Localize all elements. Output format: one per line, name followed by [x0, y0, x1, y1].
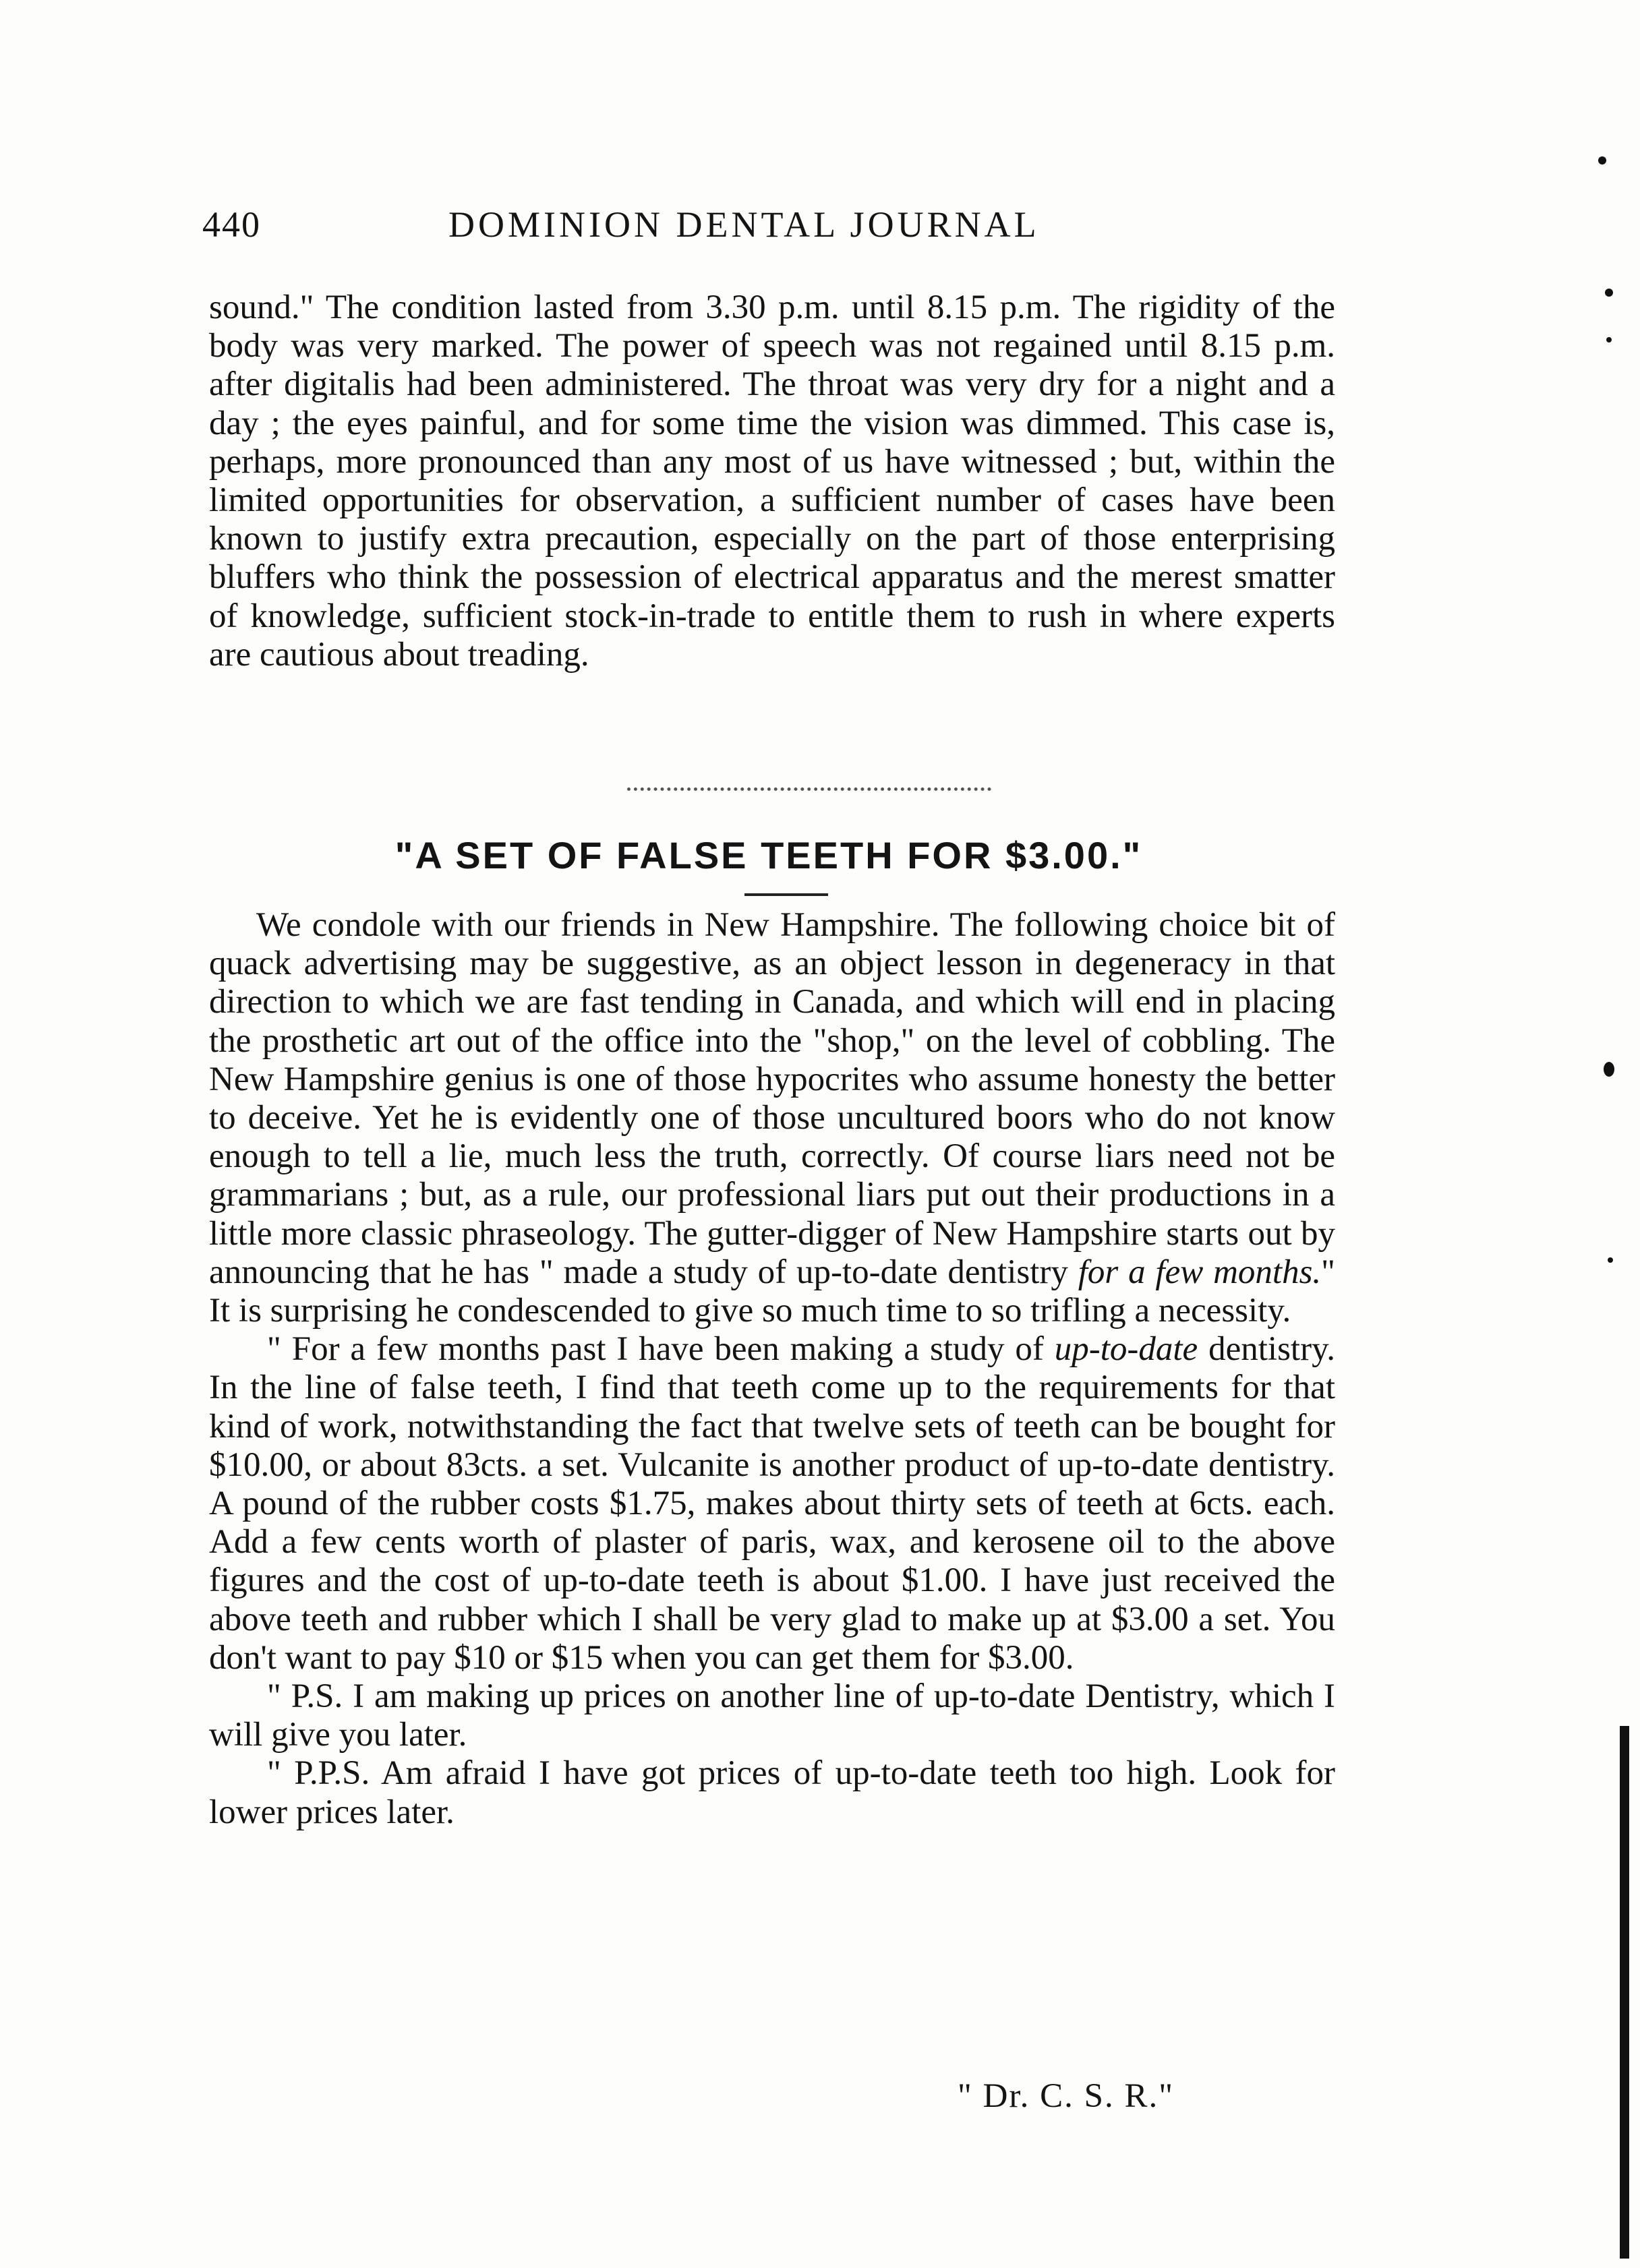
- intro-text-start: We condole with our friends in New Hampshire. The following choice bit of quack advertising may be suggestive, as an object lesson in degeneracy in that direction to which we are fast tending in Canada, and which will end in placing the prosthetic art out of the office into the "shop," on the level of cobbling. The New Hampshire genius is one of those hypocrites who assume honesty the better to deceive. Yet he is evidently one of those uncultured boors who do not know enough to tell a lie, much less the truth, correctly. Of course liars need not be grammarians ; but, as a rule, our professional liars put out their productions in a little more classic phraseology. The gutter-digger of New Hampshire starts out by announcing that he has " made a study of up-to-date dentistry: [209, 906, 1335, 1291]
- advertisement-quote: [209, 1330, 1335, 1677]
- continued-paragraph-block: [209, 289, 1335, 674]
- signature: " Dr. C. S. R.": [958, 2077, 1175, 2115]
- quote-emphasis: up-to-date: [1054, 1330, 1198, 1369]
- scan-speck: [1598, 156, 1606, 165]
- scan-speck: [1606, 337, 1612, 342]
- continued-paragraph: sound." The condition lasted from 3.30 p.m. until 8.15 p.m. The rigidity of the body was very marked. The power of speech was not regained until 8.15 p.m. after digitalis had been administered. The throat was very dry for a night and a day ; the eyes painful, and for some time the vision was dimmed. This case is, perhaps, more pronounced than any most of us have witnessed ; but, within the limited opportunities for observation, a sufficient number of cases have been known to justify extra precaution, especially on the part of those enterprising bluffers who think the possession of electrical apparatus and the merest smatter of knowledge, sufficient stock-in-trade to entitle them to rush in where experts are cautious about treading.: [209, 289, 1335, 674]
- title-underline: [744, 893, 828, 896]
- intro-text-end: " It is surprising he condescended to give so much time to so trifling a necessity.: [209, 1253, 1335, 1330]
- intro-paragraph: [209, 906, 1335, 1330]
- article-body: [209, 906, 1335, 1832]
- scan-edge-mark: [1620, 1726, 1629, 2259]
- intro-emphasis: for a few months.: [1078, 1253, 1322, 1291]
- article-title: "A SET OF FALSE TEETH FOR $3.00.": [394, 834, 1143, 876]
- post-postscript: " P.P.S. Am afraid I have got prices of up-to-date teeth too high. Look for lower prices later.: [209, 1754, 1335, 1831]
- quote-text-start: " For a few months past I have been making a study of: [267, 1330, 1044, 1369]
- quote-text-end: dentistry. In the line of false teeth, I find that teeth come up to the requirements for that kind of work, notwithstanding the fact that twelve sets of teeth can be bought for $10.00, or about 83cts. a set. Vulcanite is another product of up-to-date dentistry. A pound of the rubber costs $1.75, makes about thirty sets of teeth at 6cts. each. Add a few cents worth of plaster of paris, wax, and kerosene oil to the above figures and the cost of up-to-date teeth is about $1.00. I have just received the above teeth and rubber which I shall be very glad to make up at $3.00 a set. You don't want to pay $10 or $15 when you can get them for $3.00.: [209, 1330, 1336, 1677]
- running-head: DOMINION DENTAL JOURNAL: [448, 204, 1040, 245]
- scan-speck: [1608, 1257, 1613, 1263]
- scan-speck: [1605, 289, 1613, 297]
- section-divider: [627, 787, 991, 796]
- scan-speck: [1604, 1062, 1614, 1077]
- page-header: [202, 204, 1349, 258]
- page-number: 440: [202, 204, 261, 245]
- postscript: " P.S. I am making up prices on another line of up-to-date Dentistry, which I will give you later.: [209, 1677, 1335, 1754]
